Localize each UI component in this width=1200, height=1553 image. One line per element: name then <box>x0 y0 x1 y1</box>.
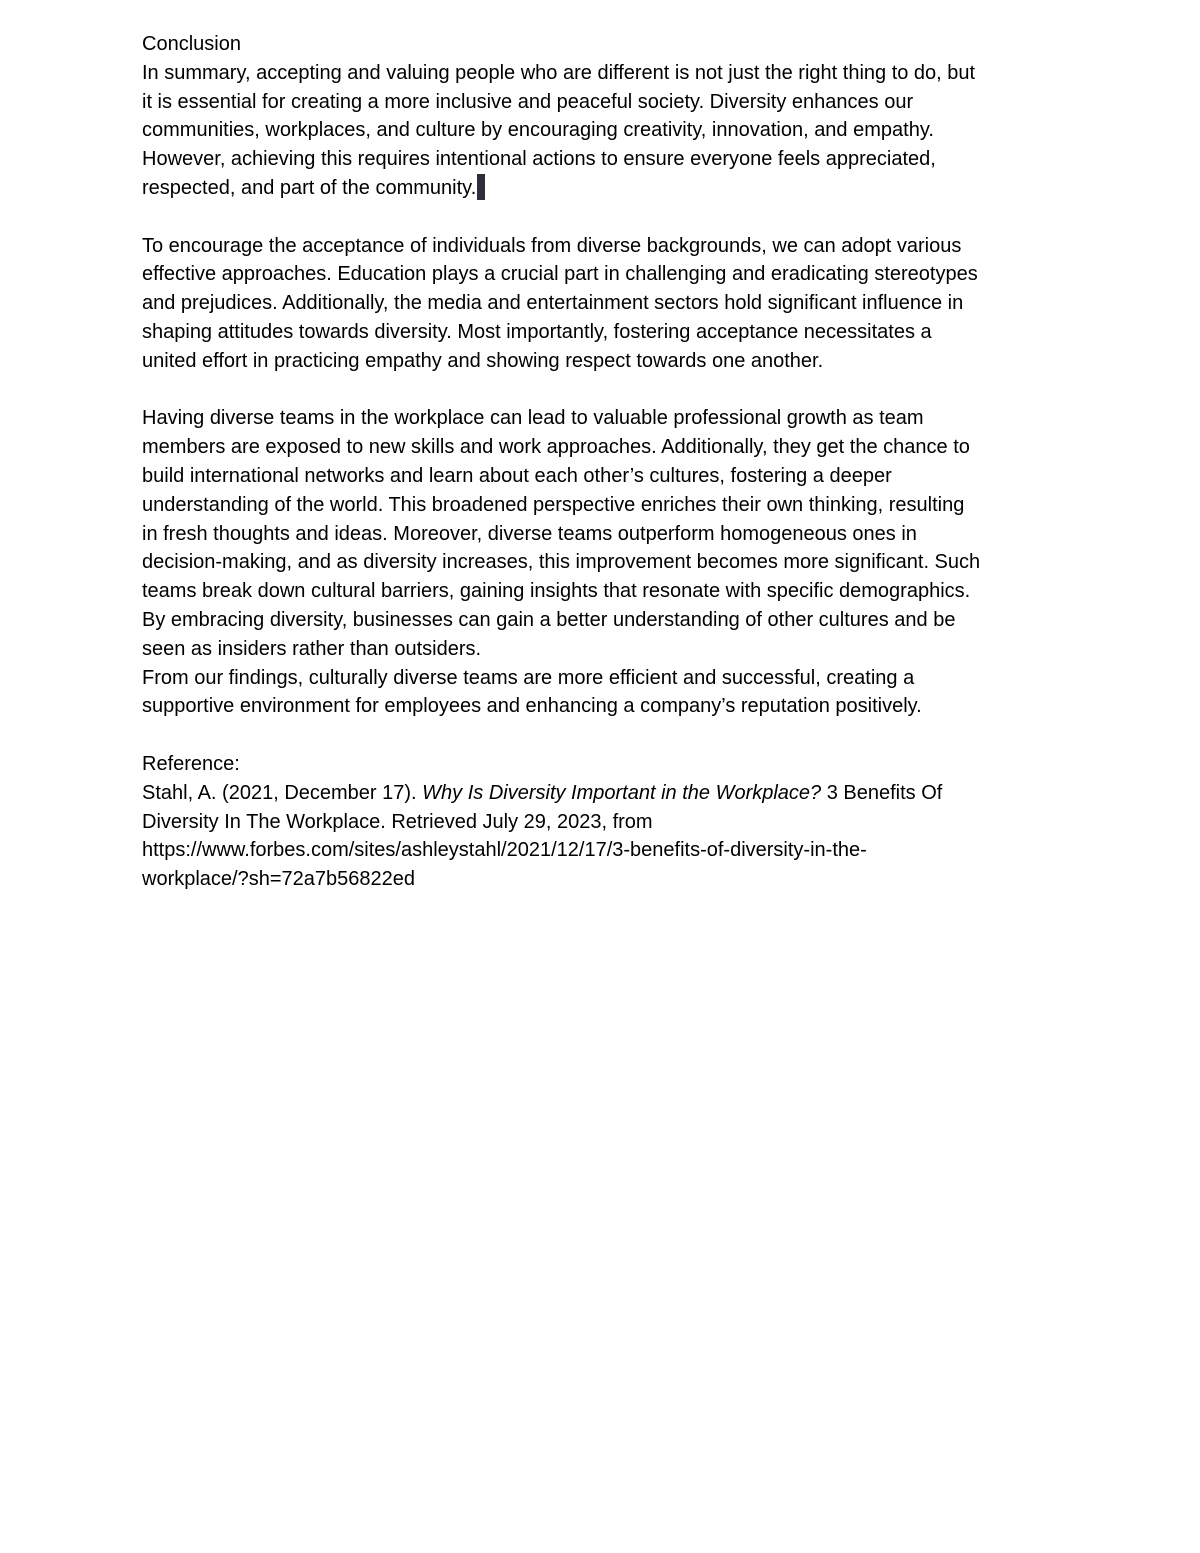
text-line: By embracing diversity, businesses can gain a better understanding of other cultures and be <box>142 608 956 631</box>
paragraph-workplace <box>142 404 1062 663</box>
reference-title: Why Is Diversity Important in the Workplace? <box>422 781 822 804</box>
text-line: From our findings, culturally diverse teams are more efficient and successful, creating a <box>142 666 915 689</box>
text-line-with-cursor <box>142 174 1062 203</box>
reference-line: Diversity In The Workplace. Retrieved July 29, 2023, from <box>142 810 653 833</box>
paragraph-gap <box>142 376 1062 405</box>
text-line: it is essential for creating a more inclusive and peaceful society. Diversity enhances our <box>142 90 914 113</box>
text-line: Having diverse teams in the workplace can lead to valuable professional growth as team <box>142 407 924 430</box>
paragraph-summary <box>142 59 1062 203</box>
reference-url: workplace/?sh=72a7b56822ed <box>142 868 415 891</box>
paragraph-acceptance <box>142 232 1062 376</box>
text-line: In summary, accepting and valuing people who are different is not just the right thing to do, but <box>142 61 976 84</box>
reference-url: https://www.forbes.com/sites/ashleystahl/2021/12/17/3-benefits-of-diversity-in-the- <box>142 839 867 862</box>
text-line: seen as insiders rather than outsiders. <box>142 637 482 660</box>
reference-label: Reference: <box>142 752 240 775</box>
reference-subtitle: 3 Benefits Of <box>821 781 943 804</box>
text-line: respected, and part of the community. <box>142 176 477 199</box>
conclusion-heading: Conclusion <box>142 33 241 55</box>
text-line: understanding of the world. This broadened perspective enriches their own thinking, resulting <box>142 493 965 516</box>
text-line: in fresh thoughts and ideas. Moreover, diverse teams outperform homogeneous ones in <box>142 522 917 545</box>
text-line: and prejudices. Additionally, the media and entertainment sectors hold significant influence in <box>142 292 964 315</box>
text-line: effective approaches. Education plays a crucial part in challenging and eradicating stereotypes <box>142 263 978 286</box>
text-line: supportive environment for employees and enhancing a company’s reputation positively. <box>142 695 922 718</box>
text-cursor <box>477 174 485 200</box>
text-line: communities, workplaces, and culture by encouraging creativity, innovation, and empathy. <box>142 119 934 142</box>
text-line: To encourage the acceptance of individuals from diverse backgrounds, we can adopt various <box>142 234 962 257</box>
text-line: members are exposed to new skills and work approaches. Additionally, they get the chance to <box>142 436 970 459</box>
text-line: teams break down cultural barriers, gaining insights that resonate with specific demographics. <box>142 580 971 603</box>
text-line: decision-making, and as diversity increases, this improvement becomes more significant. Such <box>142 551 981 574</box>
document-page[interactable] <box>142 30 1062 894</box>
reference-author-date: Stahl, A. (2021, December 17). <box>142 781 423 804</box>
paragraph-findings <box>142 664 1062 722</box>
text-line: build international networks and learn about each other’s cultures, fostering a deeper <box>142 464 892 487</box>
reference-section <box>142 750 1062 894</box>
paragraph-gap <box>142 721 1062 750</box>
reference-line <box>142 779 1062 808</box>
text-line: shaping attitudes towards diversity. Most importantly, fostering acceptance necessitates a <box>142 320 932 343</box>
paragraph-gap <box>142 203 1062 232</box>
text-line: However, achieving this requires intentional actions to ensure everyone feels appreciated, <box>142 148 936 171</box>
text-line: united effort in practicing empathy and showing respect towards one another. <box>142 349 824 372</box>
